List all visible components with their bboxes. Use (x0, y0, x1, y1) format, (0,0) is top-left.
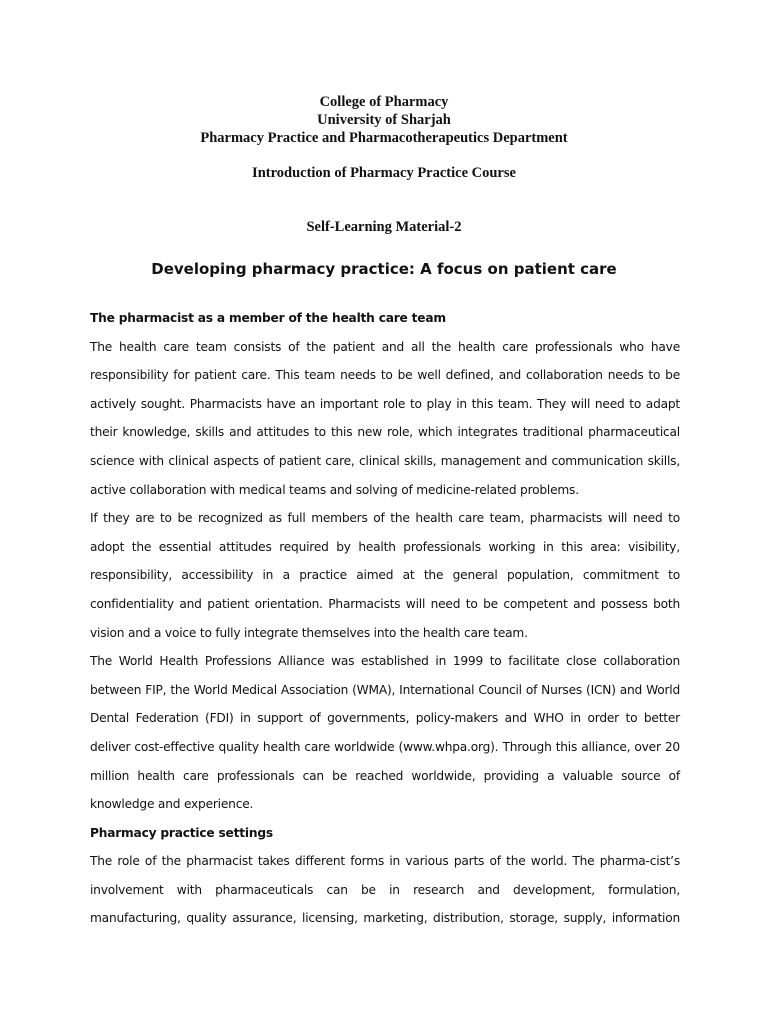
paragraph: If they are to be recognized as full members of the health care team, pharmacists will need to adopt the essential attitudes required by health professionals working in this area: visibility, responsibility, accessibility in a practice aimed at the general population, commitment to confidentiality and patient orientation. Pharmacists will need to be competent and possess both vision and a voice to fully integrate themselves into the health care team. (90, 511, 680, 640)
material-title: Self-Learning Material-2 (306, 219, 462, 235)
page-title: Developing pharmacy practice: A focus on patient care (151, 260, 617, 278)
university-name: University of Sharjah (317, 112, 451, 128)
section-heading: Pharmacy practice settings (90, 825, 273, 840)
department-name: Pharmacy Practice and Pharmacotherapeutics Department (200, 130, 568, 146)
paragraph: The health care team consists of the patient and all the health care professionals who have responsibility for patient care. This team needs to be well defined, and collaboration needs to be actively sought. Pharmacists have an important role to play in this team. They will need to adapt their knowledge, skills and attitudes to this new role, which integrates traditional pharmaceutical science with clinical aspects of patient care, clinical skills, management and communication skills, active collaboration with medical teams and solving of medicine-related problems. (90, 339, 680, 497)
college-name: College of Pharmacy (319, 94, 449, 110)
document-body (90, 304, 680, 933)
section-heading: The pharmacist as a member of the health care team (90, 311, 446, 325)
course-title: Introduction of Pharmacy Practice Course (252, 165, 516, 181)
paragraph: The World Health Professions Alliance was established in 1999 to facilitate close collaboration between FIP, the World Medical Association (WMA), International Council of Nurses (ICN) and World Dental Federation (FDI) in support of governments, policy-makers and WHO in order to better deliver cost-effective quality health care worldwide (www.whpa.org). Through this alliance, over 20 million health care professionals can be reached worldwide, providing a valuable source of knowledge and experience. (90, 654, 680, 812)
document-header (0, 93, 768, 147)
paragraph: The role of the pharmacist takes different forms in various parts of the world. The pharma-cist’s involvement with pharmaceuticals can be in research and development, formulation, manufacturing, quality assurance, licensing, marketing, distribution, storage, supply, information (90, 854, 680, 926)
